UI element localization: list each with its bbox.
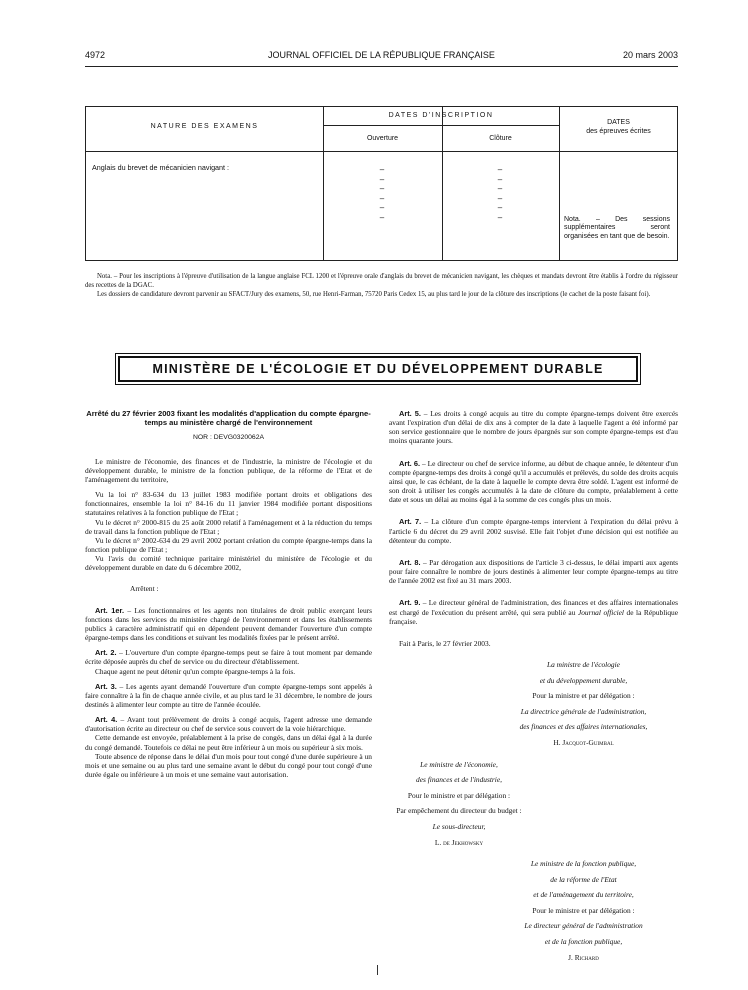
ouverture-value: – xyxy=(379,184,385,194)
visa-avis-comite: Vu l'avis du comité technique paritaire ministériel du ministère de l'écologie et du développement durable en date du 6 décembre 2002, xyxy=(85,554,372,573)
right-column xyxy=(389,409,678,968)
article-9 xyxy=(389,598,678,625)
sig1-line: des finances et des affaires internationales, xyxy=(519,722,648,732)
nota-dossiers: Les dossiers de candidature devront parvenir au SFACT/Jury des examens, 50, rue Henri-Farman, 75720 Paris Cedex 15, au plus tard le jour de la clôture des inscriptions (le cachet de la poste faisant foi). xyxy=(97,291,651,298)
journal-officiel-ref: Journal officiel xyxy=(577,607,624,617)
signature-block-economie xyxy=(359,760,549,848)
arretent-heading: Arrêtent : xyxy=(130,584,159,594)
article-5 xyxy=(389,409,678,446)
sig3-line: de la réforme de l'Etat xyxy=(550,874,617,884)
sig2-line: Pour le ministre et par délégation : xyxy=(407,790,511,800)
sig2-line: Le sous-directeur, xyxy=(432,821,486,831)
sig2-line: Par empêchement du directeur du budget : xyxy=(396,806,522,816)
article-7-text: – La clôture d'un compte épargne-temps intervient à l'expiration du délai prévu à l'article 6 du décret du 29 avril 2002 susvisé. Elle fait l'objet d'une décision qui est notifiée au détenteur du compte. xyxy=(389,517,678,545)
table-divider xyxy=(86,151,677,152)
exam-dates-table xyxy=(85,106,678,261)
ouverture-value: – xyxy=(379,203,385,213)
col-dates-epreuves-header: DATES xyxy=(607,119,630,126)
table-divider xyxy=(442,107,443,260)
article-9-label: Art. 9. xyxy=(399,598,421,608)
sig1-line: Pour la ministre et par délégation : xyxy=(532,691,635,701)
sig3-line: Pour le ministre et par délégation : xyxy=(532,905,635,915)
col-dates-inscription-header: DATES D'INSCRIPTION xyxy=(388,112,494,119)
cloture-value: – xyxy=(497,213,503,222)
article-4-label: Art. 4. xyxy=(95,715,118,725)
journal-title: JOURNAL OFFICIEL DE LA RÉPUBLIQUE FRANÇAISE xyxy=(268,50,495,60)
col-cloture-header: Clôture xyxy=(489,135,512,142)
article-1 xyxy=(85,606,372,643)
decree-title: Arrêté du 27 février 2003 fixant les modalités d'application du compte épargne-temps au ministère chargé de l'environnement xyxy=(86,409,371,428)
cloture-value: – xyxy=(497,193,503,203)
visa-decret-2002: Vu le décret n° 2002-634 du 29 avril 2002 portant création du compte épargne-temps dans la fonction publique de l'Etat ; xyxy=(85,535,372,554)
cloture-value: – xyxy=(497,184,503,194)
article-1-text: – Les fonctionnaires et les agents non titulaires de droit public exerçant leurs fonctions dans les services du ministère chargé de l'environnement et dans les établissements publics à caractère administratif qui en dépendent peuvent demander l'ouverture d'un compte épargne-temps dans les conditions et suivant les modalités fixées par le présent arrêté. xyxy=(85,605,372,643)
article-8 xyxy=(389,558,678,585)
article-6 xyxy=(389,459,678,505)
page-number: 4972 xyxy=(85,50,106,60)
ouverture-value: – xyxy=(379,174,385,184)
col-ouverture-header: Ouverture xyxy=(366,135,399,142)
col-nature-header: NATURE DES EXAMENS xyxy=(150,123,259,130)
article-4-text: – Avant tout prélèvement de droits à congé acquis, l'agent adresse une demande d'autorisation écrite au directeur ou chef de service sous couvert de la voie hiérarchique. xyxy=(85,715,372,734)
article-4-para-2: Cette demande est envoyée, préalablement à la prise de congés, dans un délai égal à la durée du congé demandé. Toutefois ce délai ne peut être inférieur à un mois ou supérieur à six mois. xyxy=(85,733,372,752)
running-header xyxy=(85,50,678,64)
ouverture-value: – xyxy=(379,213,385,222)
column-marker xyxy=(377,965,378,975)
article-2 xyxy=(85,648,372,666)
article-3 xyxy=(85,682,372,709)
nor-reference: NOR : DEVG0320062A xyxy=(192,434,265,442)
visa-ministers: Le ministre de l'économie, des finances et de l'industrie, la ministre de l'écologie et du développement durable, le ministre de la fonction publique, de la réforme de l'Etat et de l'aménagement du territoire, xyxy=(85,456,372,484)
ministry-banner: MINISTÈRE DE L'ÉCOLOGIE ET DU DÉVELOPPEMENT DURABLE xyxy=(118,356,638,382)
article-1-label: Art. 1er. xyxy=(95,605,124,615)
sig1-line: La ministre de l'écologie xyxy=(547,659,620,669)
sig3-name: J. Richard xyxy=(568,952,599,962)
sig1-name: H. Jacquot-Guimbal xyxy=(553,737,614,747)
article-9-text-b: de la République française. xyxy=(389,607,678,626)
cloture-value: – xyxy=(497,165,503,174)
article-5-label: Art. 5. xyxy=(399,409,421,418)
sig3-line: Le directeur général de l'administration xyxy=(524,921,643,931)
issue-date: 20 mars 2003 xyxy=(622,50,678,60)
sessions-note: Nota. – Des sessions supplémentaires seront organisées en tant que de besoin. xyxy=(564,216,670,240)
article-8-label: Art. 8. xyxy=(399,557,421,567)
visa-decret-2000: Vu le décret n° 2000-815 du 25 août 2000 relatif à l'aménagement et à la réduction du temps de travail dans la fonction publique de l'Etat ; xyxy=(85,517,372,536)
cloture-value: – xyxy=(497,174,503,184)
article-9-text-a: – Le directeur général de l'administration, des finances et des affaires internationales est chargé de l'exécution du présent arrêté, qui sera publié au xyxy=(389,598,678,617)
sig1-line: et du développement durable, xyxy=(539,675,628,685)
sig2-name: L. de Jekhowsky xyxy=(434,837,484,847)
exam-row-label: Anglais du brevet de mécanicien navigant : xyxy=(92,163,230,172)
ouverture-value: – xyxy=(379,165,385,174)
nota-inscriptions: Nota. – Pour les inscriptions à l'épreuve d'utilisation de la langue anglaise FCL 1200 et l'épreuve orale d'anglais du brevet de mécanicien navigant, les chèques et mandats devront être établis à l'ordre du régisseur des recettes de la DGAC. xyxy=(85,273,678,289)
article-6-label: Art. 6. xyxy=(399,458,421,468)
article-2-text: – L'ouverture d'un compte épargne-temps peut se faire à tout moment par demande écrite déposée auprès du chef de service ou du directeur d'établissement. xyxy=(85,648,373,667)
sig2-line: Le ministre de l'économie, xyxy=(420,759,498,769)
article-6-text: – Le directeur ou chef de service informe, au début de chaque année, le détenteur d'un compte épargne-temps des droits à congé qu'il a accumulés et prélevés, du solde des droits acquis ainsi que, le cas échéant, de la date à laquelle le compte devra être soldé. L'agent est informé de son droit à utiliser les congés accumulés à la date de clôture du compte, préalablement à cette date et sous un délai au moins égal à la somme de ces congés plus un mois. xyxy=(389,458,678,505)
signature-block-ecologie xyxy=(479,660,678,748)
article-4 xyxy=(85,715,372,733)
table-notes xyxy=(85,272,678,299)
header-rule xyxy=(85,66,678,67)
sig1-line: La directrice générale de l'administration, xyxy=(520,706,647,716)
signature-date: Fait à Paris, le 27 février 2003. xyxy=(399,638,491,648)
article-7-label: Art. 7. xyxy=(399,517,422,527)
sig3-line: et de l'aménagement du territoire, xyxy=(533,890,634,900)
article-5-text: – Les droits à congé acquis au titre du compte épargne-temps doivent être exercés avant l'expiration d'un délai de dix ans à compter de la date à laquelle l'agent a été informé par son service gestionnaire que le nombre de jours épargnés sur son compte épargne-temps est d'au moins quarante jours. xyxy=(389,409,678,446)
article-2-label: Art. 2. xyxy=(95,648,117,658)
table-divider xyxy=(323,107,324,260)
col-dates-epreuves-subheader: des épreuves écrites xyxy=(586,128,651,135)
article-3-label: Art. 3. xyxy=(95,681,117,691)
visa-loi-1983: Vu la loi n° 83-634 du 13 juillet 1983 modifiée portant droits et obligations des fonctionnaires, ensemble la loi n° 84-16 du 11 janvier 1984 modifiée portant dispositions statutaires relatives à la fonction publique de l'Etat ; xyxy=(85,490,372,518)
article-8-text: – Par dérogation aux dispositions de l'article 3 ci-dessus, le délai imparti aux agents pour faire connaître le nombre de jours destinés à alimenter leur compte épargne-temps au titre de l'année 2002 est fixé au 31 mars 2003. xyxy=(389,557,678,586)
sig3-line: et de la fonction publique, xyxy=(544,937,623,947)
sig2-line: des finances et de l'industrie, xyxy=(416,775,502,785)
article-4-para-3: Toute absence de réponse dans le délai d'un mois pour tout congé d'une durée supérieure à un mois et une semaine ou au plus tard une semaine avant le début du congé pour tout congé d'une durée égale ou inférieure à un mois et une semaine vaut autorisation. xyxy=(85,751,372,780)
article-7 xyxy=(389,517,678,544)
signature-block-fonction-publique xyxy=(479,859,678,962)
left-column xyxy=(85,409,372,779)
article-3-text: – Les agents ayant demandé l'ouverture d'un compte épargne-temps sont appelés à faire connaître à la fin de chaque année civile, et au plus tard le 31 décembre, le nombre de jours destinés à alimenter leur compte au titre de l'année écoulée. xyxy=(85,681,372,709)
table-divider xyxy=(323,125,559,126)
cloture-value: – xyxy=(497,203,503,213)
sig3-line: Le ministre de la fonction publique, xyxy=(530,859,637,869)
article-2-para-2: Chaque agent ne peut détenir qu'un compte épargne-temps à la fois. xyxy=(95,666,296,676)
ouverture-value: – xyxy=(379,193,385,203)
